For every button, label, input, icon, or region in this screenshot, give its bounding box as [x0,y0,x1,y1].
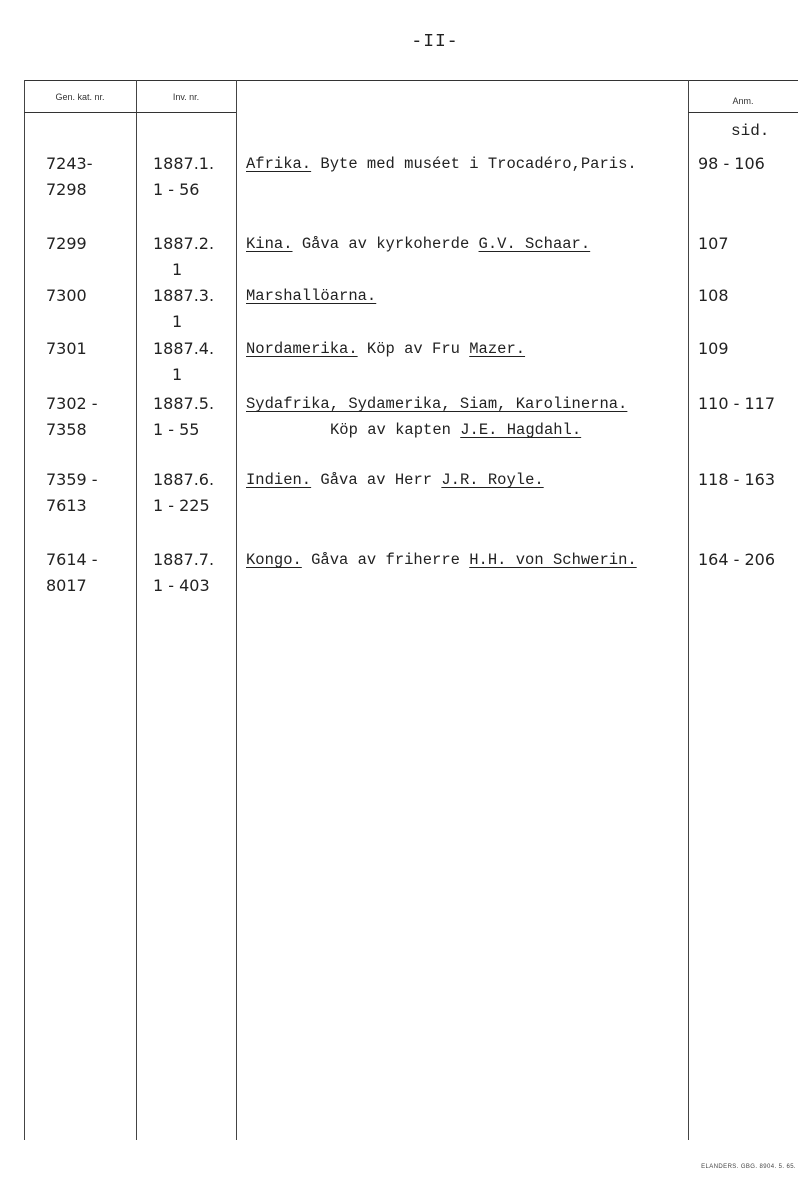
inv-nr: 1887.6. [153,470,215,489]
inv-nr: 1887.5. [153,394,215,413]
rule-gen-inv [136,80,137,1140]
entry-person: Mazer. [469,340,526,358]
inv-nr: 1 - 55 [153,420,200,439]
entry-place: Sydafrika, Sydamerika, Siam, Karolinerna. [246,395,628,413]
entry-person: G.V. Schaar. [478,235,591,253]
inv-nr: 1 - 56 [153,180,200,199]
header-under-anm [688,112,798,113]
entry-description [246,235,590,253]
sid-pages: 164 - 206 [698,550,776,569]
gen-kat-nr: 7614 - [46,550,98,569]
rule-desc-anm [688,80,689,1140]
page-number: -II- [411,32,459,52]
header-inv: Inv. nr. [172,92,200,102]
entry-description [246,287,376,305]
gen-kat-nr: 7359 - [46,470,98,489]
gen-kat-nr: 7302 - [46,394,98,413]
header-under-inv [136,112,236,113]
rule-left [24,80,25,1140]
inv-nr: 1 [172,260,183,279]
gen-kat-nr: 7301 [46,339,87,358]
entry-text: Köp av kapten [330,421,461,439]
sid-pages: 108 [698,286,729,305]
gen-kat-nr: 7298 [46,180,87,199]
sid-pages: 98 - 106 [698,154,765,173]
entry-text: Gåva av Herr [311,471,442,489]
header-under-gen [24,112,136,113]
table-top-rule [24,80,798,81]
entry-place: Nordamerika. [246,340,358,358]
gen-kat-nr: 7358 [46,420,87,439]
entry-place: Afrika. [246,155,312,173]
gen-kat-nr: 7243- [46,154,93,173]
entry-person: H.H. von Schwerin. [469,551,637,569]
entry-place: Kina. [246,235,293,253]
gen-kat-nr: 7300 [46,286,87,305]
inv-nr: 1 - 225 [153,496,210,515]
inv-nr: 1887.4. [153,339,215,358]
entry-place: Marshallöarna. [246,287,377,305]
header-anm: Anm. [732,96,754,106]
entry-description [246,395,627,413]
sid-label: sid. [731,122,770,140]
entry-description [246,471,544,489]
entry-description [246,340,525,358]
gen-kat-nr: 7299 [46,234,87,253]
inv-nr: 1 [172,312,183,331]
entry-text: Köp av Fru [357,340,470,358]
gen-kat-nr: 8017 [46,576,87,595]
entry-place: Kongo. [246,551,302,569]
entry-description [246,155,637,173]
sid-pages: 110 - 117 [698,394,776,413]
sid-pages: 109 [698,339,729,358]
printer-footer: ELANDERS. GBG. 8904. 5. 65. [701,1164,796,1170]
inv-nr: 1887.7. [153,550,215,569]
inv-nr: 1887.3. [153,286,215,305]
inv-nr: 1887.2. [153,234,215,253]
entry-text: Gåva av friherre [301,551,470,569]
entry-person: J.R. Royle. [441,471,544,489]
entry-text: Gåva av kyrkoherde [292,235,479,253]
entry-person: J.E. Hagdahl. [460,421,582,439]
inv-nr: 1 [172,365,183,384]
entry-text: Byte med muséet i Trocadéro,Paris [311,155,628,173]
entry-description [246,551,637,569]
entry-text-end: . [627,155,637,173]
inv-nr: 1887.1. [153,154,215,173]
header-gen-kat: Gen. kat. nr. [55,92,105,102]
entry-description-continued [330,421,581,439]
sid-pages: 118 - 163 [698,470,776,489]
entry-place: Indien. [246,471,312,489]
inv-nr: 1 - 403 [153,576,210,595]
rule-inv-desc [236,80,237,1140]
sid-pages: 107 [698,234,729,253]
gen-kat-nr: 7613 [46,496,87,515]
